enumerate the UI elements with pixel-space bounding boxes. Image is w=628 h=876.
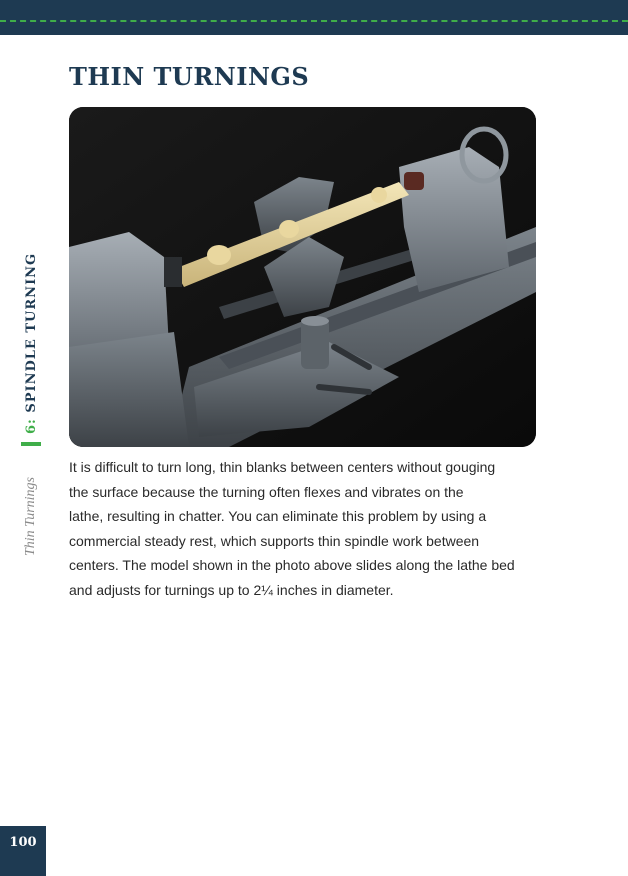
header-dashed-rule	[0, 20, 628, 22]
chapter-number: 6:	[23, 418, 39, 434]
chapter-label	[24, 253, 39, 434]
page-number-box	[0, 826, 46, 876]
body-line: the surface because the turning often flexes and vibrates on the	[69, 483, 464, 500]
page-number: 100	[9, 835, 37, 850]
chapter-title: SPINDLE TURNING	[23, 252, 39, 413]
page-title: THIN TURNINGS	[69, 62, 310, 91]
body-paragraph	[69, 455, 537, 603]
chapter-accent-bar	[21, 442, 41, 446]
header-band	[0, 0, 628, 35]
running-section-title: Thin Turnings	[23, 477, 38, 556]
body-line: centers. The model shown in the photo above slides along the lathe bed	[69, 557, 515, 574]
lathe-photo	[69, 107, 536, 447]
body-line: commercial steady rest, which supports thin spindle work between	[69, 532, 480, 549]
body-line: lathe, resulting in chatter. You can eliminate this problem by using a	[69, 508, 487, 525]
chapter-side-tab-inner	[18, 240, 44, 560]
body-line: and adjusts for turnings up to 2¼ inches in diameter.	[69, 581, 394, 598]
chapter-side-tab	[11, 240, 51, 560]
body-line: It is difficult to turn long, thin blanks between centers without gouging	[69, 459, 496, 475]
